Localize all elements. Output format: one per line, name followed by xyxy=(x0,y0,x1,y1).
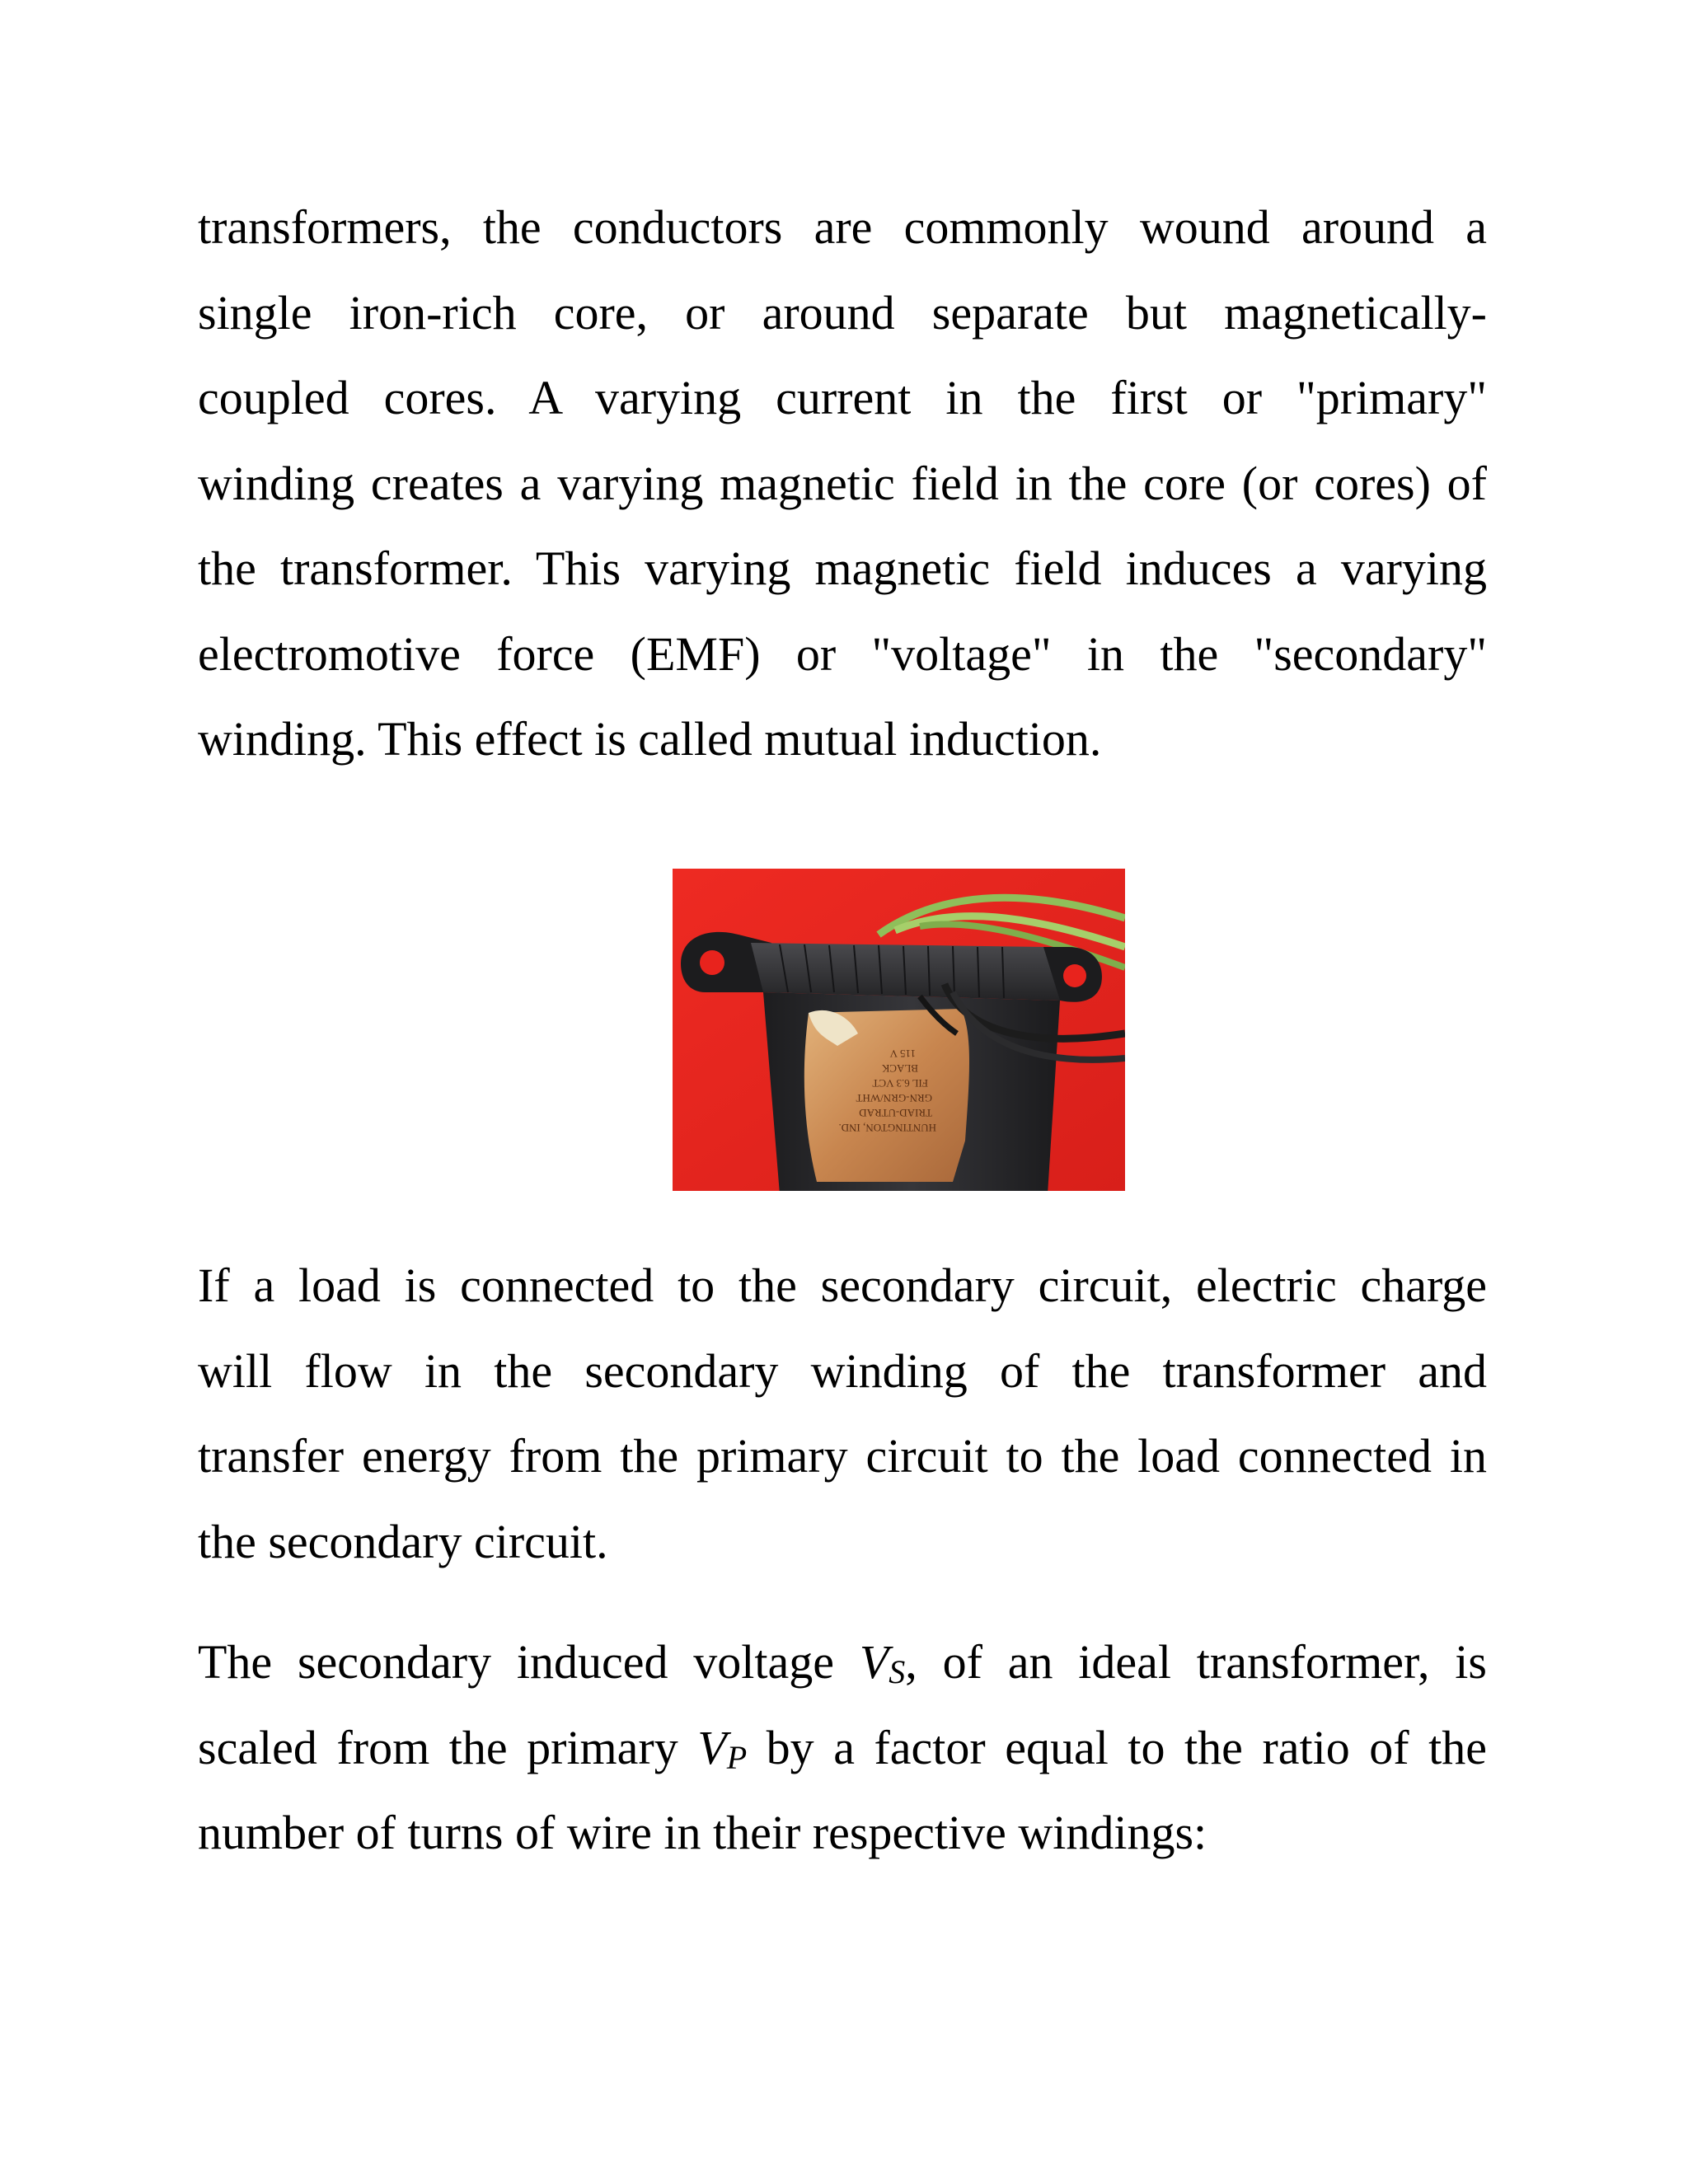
text-line: number of turns of wire in their respective windings: xyxy=(198,1806,1207,1859)
label-line: TRIAD-UTRAD xyxy=(859,1107,932,1119)
text-run: The secondary induced voltage xyxy=(198,1635,860,1689)
text-line: single iron-rich core, or around separate but magnetically- xyxy=(198,285,1487,340)
label-line: HUNTINGTON, IND. xyxy=(838,1122,936,1134)
label-line: BLACK xyxy=(881,1062,918,1075)
text-line: coupled cores. A varying current in the first or "primary" xyxy=(198,371,1487,424)
text-line: transfer energy from the primary circuit to the load connected in xyxy=(198,1429,1487,1483)
label-line: 115 V xyxy=(889,1047,916,1060)
text-line: transformers, the conductors are commonly wound around a xyxy=(198,200,1487,254)
text-line: electromotive force (EMF) or "voltage" in the "secondary" xyxy=(198,626,1487,681)
variable-symbol: V xyxy=(859,1635,889,1689)
variable-symbol: V xyxy=(697,1720,727,1774)
text-run: , of an ideal transformer, is xyxy=(905,1635,1487,1689)
text-run: by a factor equal to the ratio of the xyxy=(747,1720,1487,1774)
paragraph-load-secondary xyxy=(198,1243,1487,1584)
text-line: the transformer. This varying magnetic field induces a varying xyxy=(198,541,1487,595)
text-line: the secondary circuit. xyxy=(198,1514,608,1568)
variable-subscript: P xyxy=(726,1738,748,1776)
variable-vs xyxy=(860,1635,905,1689)
variable-subscript: S xyxy=(889,1653,906,1690)
text-line: will flow in the secondary winding of the transformer and xyxy=(198,1343,1487,1398)
variable-vp xyxy=(697,1721,747,1774)
label-line: GRN-GRN/WHT xyxy=(856,1092,932,1104)
text-line: winding. This effect is called mutual induction. xyxy=(198,712,1102,766)
text-line: If a load is connected to the secondary circuit, electric charge xyxy=(198,1258,1487,1312)
paragraph-transformer-induction xyxy=(198,185,1487,782)
transformer-photo xyxy=(673,869,1125,1191)
text-run: scaled from the primary xyxy=(198,1720,698,1774)
paragraph-voltage-ratio xyxy=(198,1619,1487,1876)
text-line: winding creates a varying magnetic field in the core (or cores) of xyxy=(198,456,1487,510)
label-line: FIL 6.3 VCT xyxy=(872,1077,928,1090)
text-line xyxy=(198,1705,1487,1791)
text-line xyxy=(198,1619,1487,1705)
